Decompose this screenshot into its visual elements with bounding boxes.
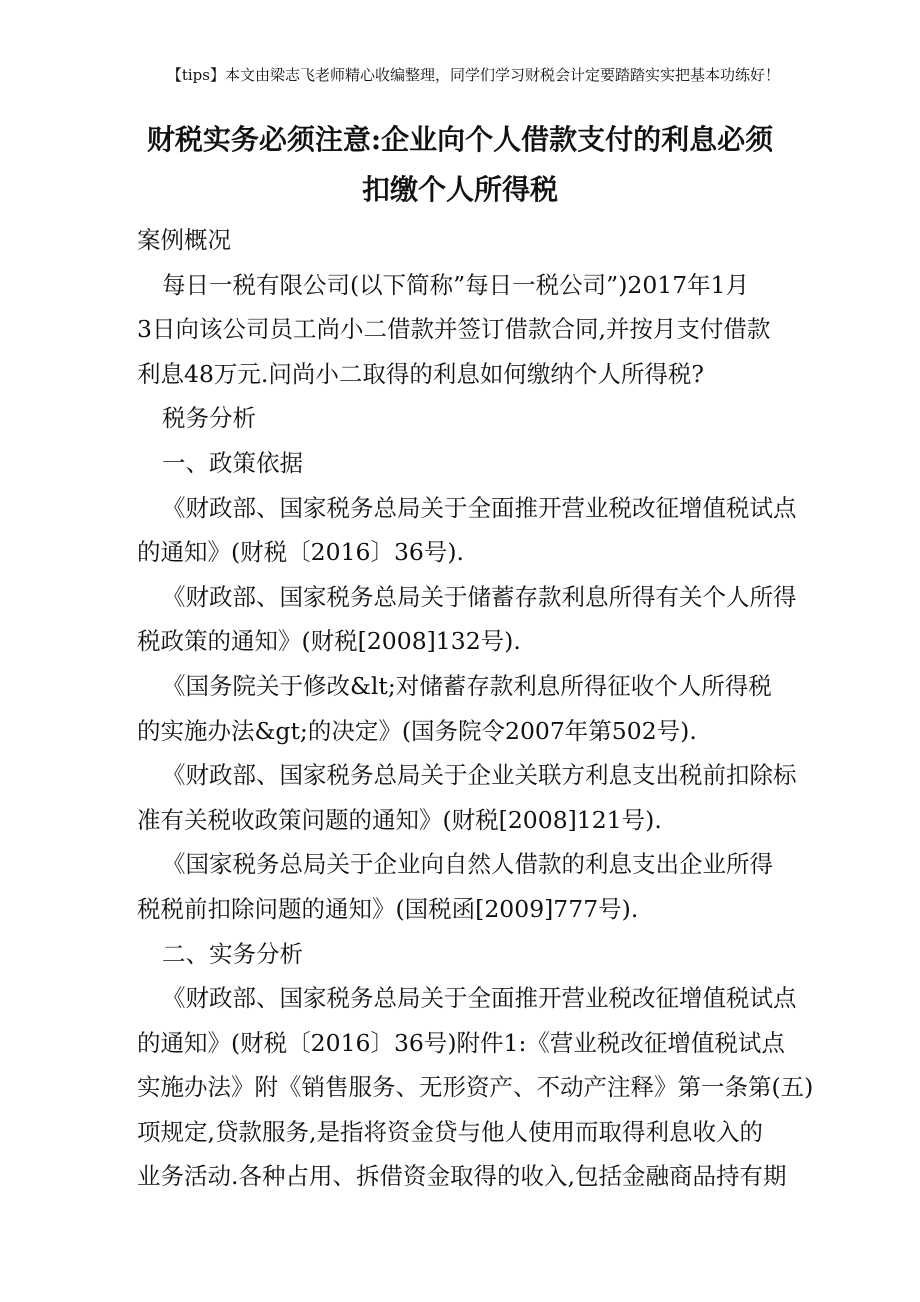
text-line: 《国家税务总局关于企业向自然人借款的利息支出企业所得 [162, 850, 773, 879]
text-line: 3日向该公司员工尚小二借款并签订借款合同,并按月支付借款 [137, 315, 771, 344]
text-line: 准有关税收政策问题的通知》(财税[2008]121号). [137, 805, 662, 834]
text-line: 每日一税有限公司(以下简称”每日一税公司”)2017年1月 [162, 270, 750, 299]
document-title-line-1: 财税实务必须注意:企业向个人借款支付的利息必须 [146, 123, 774, 156]
text-line: 《财政部、国家税务总局关于企业关联方利息支出税前扣除标 [162, 761, 797, 790]
text-line: 案例概况 [137, 226, 231, 254]
text-line: 《国务院关于修改&lt;对储蓄存款利息所得征收个人所得税 [162, 671, 772, 700]
text-line: 业务活动.各种占用、拆借资金取得的收入,包括金融商品持有期 [137, 1162, 787, 1191]
tips-header: 【tips】本文由梁志飞老师精心收编整理，同学们学习财税会计定要踏踏实实把基本功练好！ [166, 66, 780, 84]
document-title-line-2: 扣缴个人所得税 [361, 173, 558, 206]
text-line: 二、实务分析 [162, 939, 303, 968]
text-line: 项规定,贷款服务,是指将资金贷与他人使用而取得利息收入的 [137, 1117, 763, 1146]
text-line: 《财政部、国家税务总局关于全面推开营业税改征增值税试点 [162, 493, 797, 522]
text-line: 税税前扣除问题的通知》(国税函[2009]777号). [137, 894, 639, 923]
text-line: 的通知》(财税〔2016〕36号). [137, 538, 465, 567]
text-line: 的实施办法&gt;的决定》(国务院令2007年第502号). [137, 716, 697, 745]
text-line: 《财政部、国家税务总局关于储蓄存款利息所得有关个人所得 [162, 582, 797, 611]
document-body [137, 218, 814, 1199]
text-line: 税政策的通知》(财税[2008]132号). [137, 627, 521, 656]
text-line: 税务分析 [162, 404, 256, 433]
text-line: 一、政策依据 [162, 448, 303, 477]
text-line: 实施办法》附《销售服务、无形资产、不动产注释》第一条第(五) [137, 1073, 814, 1102]
text-line: 《财政部、国家税务总局关于全面推开营业税改征增值税试点 [162, 984, 797, 1013]
text-line: 的通知》(财税〔2016〕36号)附件1:《营业税改征增值税试点 [137, 1028, 785, 1057]
text-line: 利息48万元.问尚小二取得的利息如何缴纳个人所得税? [137, 359, 704, 388]
